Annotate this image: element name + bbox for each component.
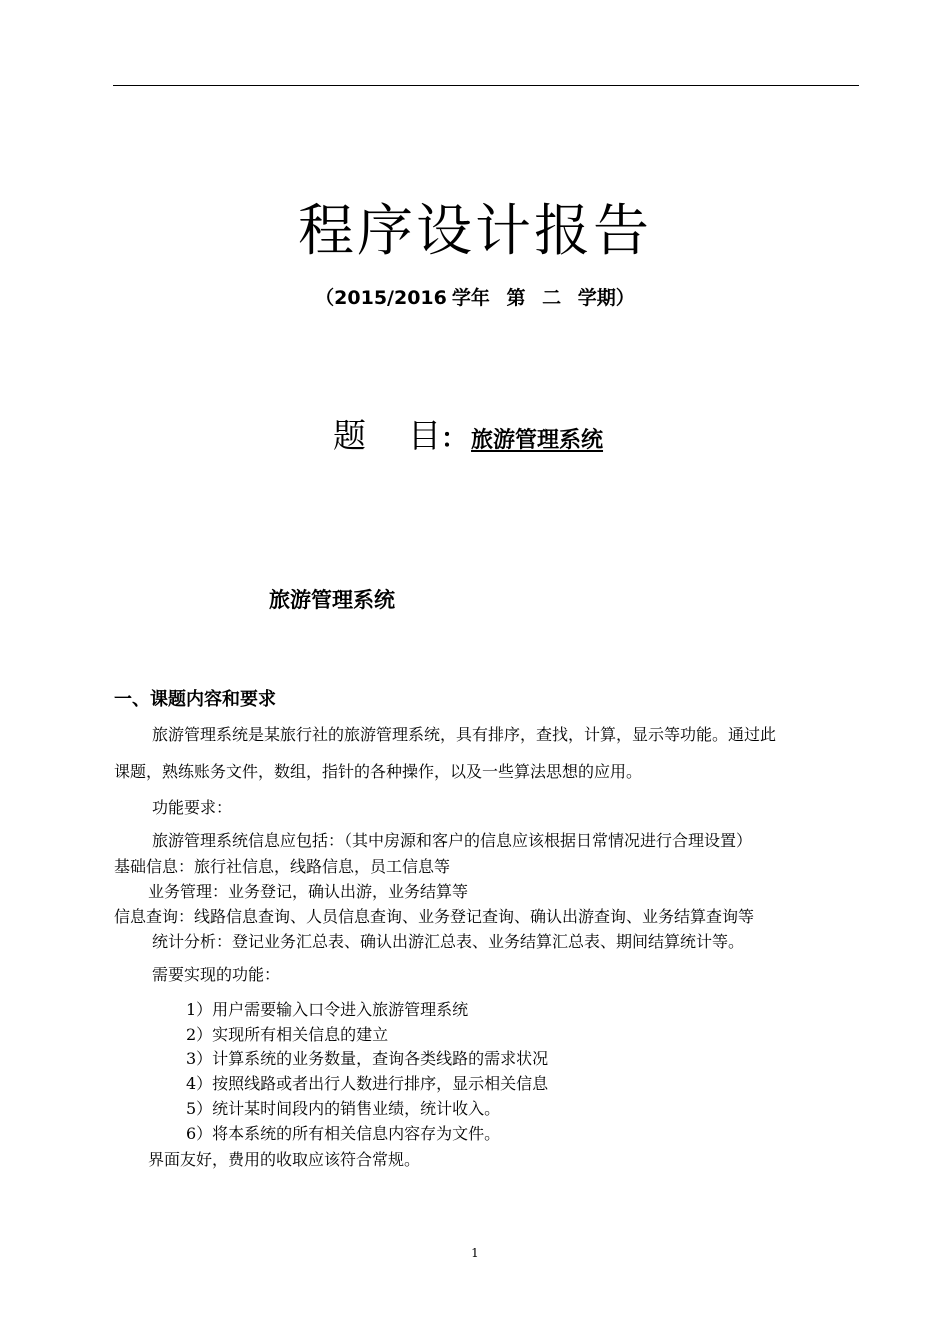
term-xuenian: 学年 [451,287,490,309]
query-line: 信息查询：线路信息查询、人员信息查询、业务登记查询、确认出游查询、业务结算查询等 [114,907,755,926]
stats-line: 统计分析：登记业务汇总表、确认出游汇总表、业务结算汇总表、期间结算统计等。 [152,932,745,951]
term-er: 二 [542,287,562,309]
term-di: 第 [506,287,526,309]
topic-row [333,410,603,458]
intro-line-1: 旅游管理系统是某旅行社的旅游管理系统，具有排序，查找，计算，显示等功能。通过此 [152,725,777,744]
business-line: 业务管理：业务登记，确认出游，业务结算等 [148,882,469,901]
info-include-line: 旅游管理系统信息应包括：（其中房源和客户的信息应该根据日常情况进行合理设置） [152,831,753,850]
func-req-label: 功能要求： [152,798,233,817]
intro-line-2: 课题，熟练账务文件，数组，指针的各种操作，以及一些算法思想的应用。 [114,762,643,781]
term-line [0,284,950,312]
list-item: 3）计算系统的业务数量，查询各类线路的需求状况 [186,1049,549,1068]
page-number: 1 [471,1246,479,1260]
term-years: （2015/2016 [315,287,447,309]
basic-info-line: 基础信息：旅行社信息，线路信息，员工信息等 [114,857,451,876]
topic-colon: ： [441,424,468,454]
topic-value: 旅游管理系统 [471,428,604,453]
subtitle: 旅游管理系统 [269,588,395,612]
list-item: 1）用户需要输入口令进入旅游管理系统 [186,1000,469,1019]
report-title: 程序设计报告 [298,199,652,264]
term-xueqi: 学期） [577,287,635,309]
list-item: 2）实现所有相关信息的建立 [186,1025,389,1044]
list-item: 5）统计某时间段内的销售业绩，统计收入。 [186,1099,501,1118]
header-rule [113,85,859,86]
need-label: 需要实现的功能： [152,965,281,984]
section-heading: 一、课题内容和要求 [114,689,276,710]
list-item: 4）按照线路或者出行人数进行排序，显示相关信息 [186,1074,549,1093]
list-item: 6）将本系统的所有相关信息内容存为文件。 [186,1124,501,1143]
ui-note-line: 界面友好，费用的收取应该符合常规。 [148,1150,421,1169]
topic-label-mu: 目 [408,416,441,455]
topic-label-ti: 题 [333,416,366,455]
